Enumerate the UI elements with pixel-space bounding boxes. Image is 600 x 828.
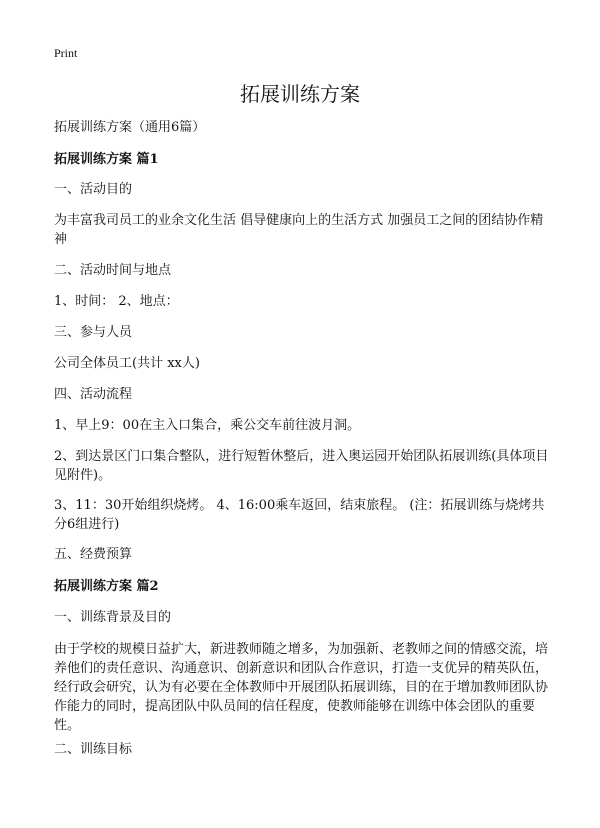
- page-title: 拓展训练方案: [240, 82, 360, 106]
- section-heading: 二、活动时间与地点: [54, 263, 172, 278]
- paragraph: 公司全体员工(共计 xx人): [54, 356, 200, 371]
- paragraph: 1、时间： 2、地点：: [54, 294, 179, 309]
- section-heading: 一、活动目的: [54, 182, 133, 197]
- paragraph: 为丰富我司员工的业余文化生活 倡导健康向上的生活方式 加强员工之间的团结协作精神: [54, 213, 544, 247]
- paragraph: 3、11：30开始组织烧烤。 4、16:00乘车返回，结束旅程。 (注：拓展训练与烧烤共分6组进行): [54, 498, 545, 532]
- section-heading: 四、活动流程: [54, 387, 133, 402]
- print-label[interactable]: Print: [54, 46, 78, 60]
- doc-subtitle: 拓展训练方案（通用6篇）: [54, 120, 206, 135]
- paragraph: 由于学校的规模日益扩大，新进教师随之增多，为加强新、老教师之间的情感交流，培养他们的责任意识、沟通意识、创新意识和团队合作意识，打造一支优异的精英队伍，经行政会研究，认为有必要在全体教师中开展团队拓展训练，目的在于增加教师团队协作能力的同时，提高团队中队员间的信任程度，使教师能够在训练中体会团队的重要性。: [54, 642, 549, 733]
- section-heading: 五、经费预算: [54, 547, 133, 562]
- section-heading: 二、训练目标: [54, 742, 133, 757]
- paragraph: 2、到达景区门口集合整队，进行短暂休整后，进入奥运园开始团队拓展训练(具体项目见附件)。: [54, 449, 549, 483]
- article1-heading: 拓展训练方案 篇1: [54, 152, 159, 167]
- article2-heading: 拓展训练方案 篇2: [54, 579, 159, 594]
- paragraph: 1、早上9：00在主入口集合，乘公交车前往波月洞。: [54, 418, 361, 433]
- section-heading: 三、参与人员: [54, 325, 133, 340]
- section-heading: 一、训练背景及目的: [54, 610, 172, 625]
